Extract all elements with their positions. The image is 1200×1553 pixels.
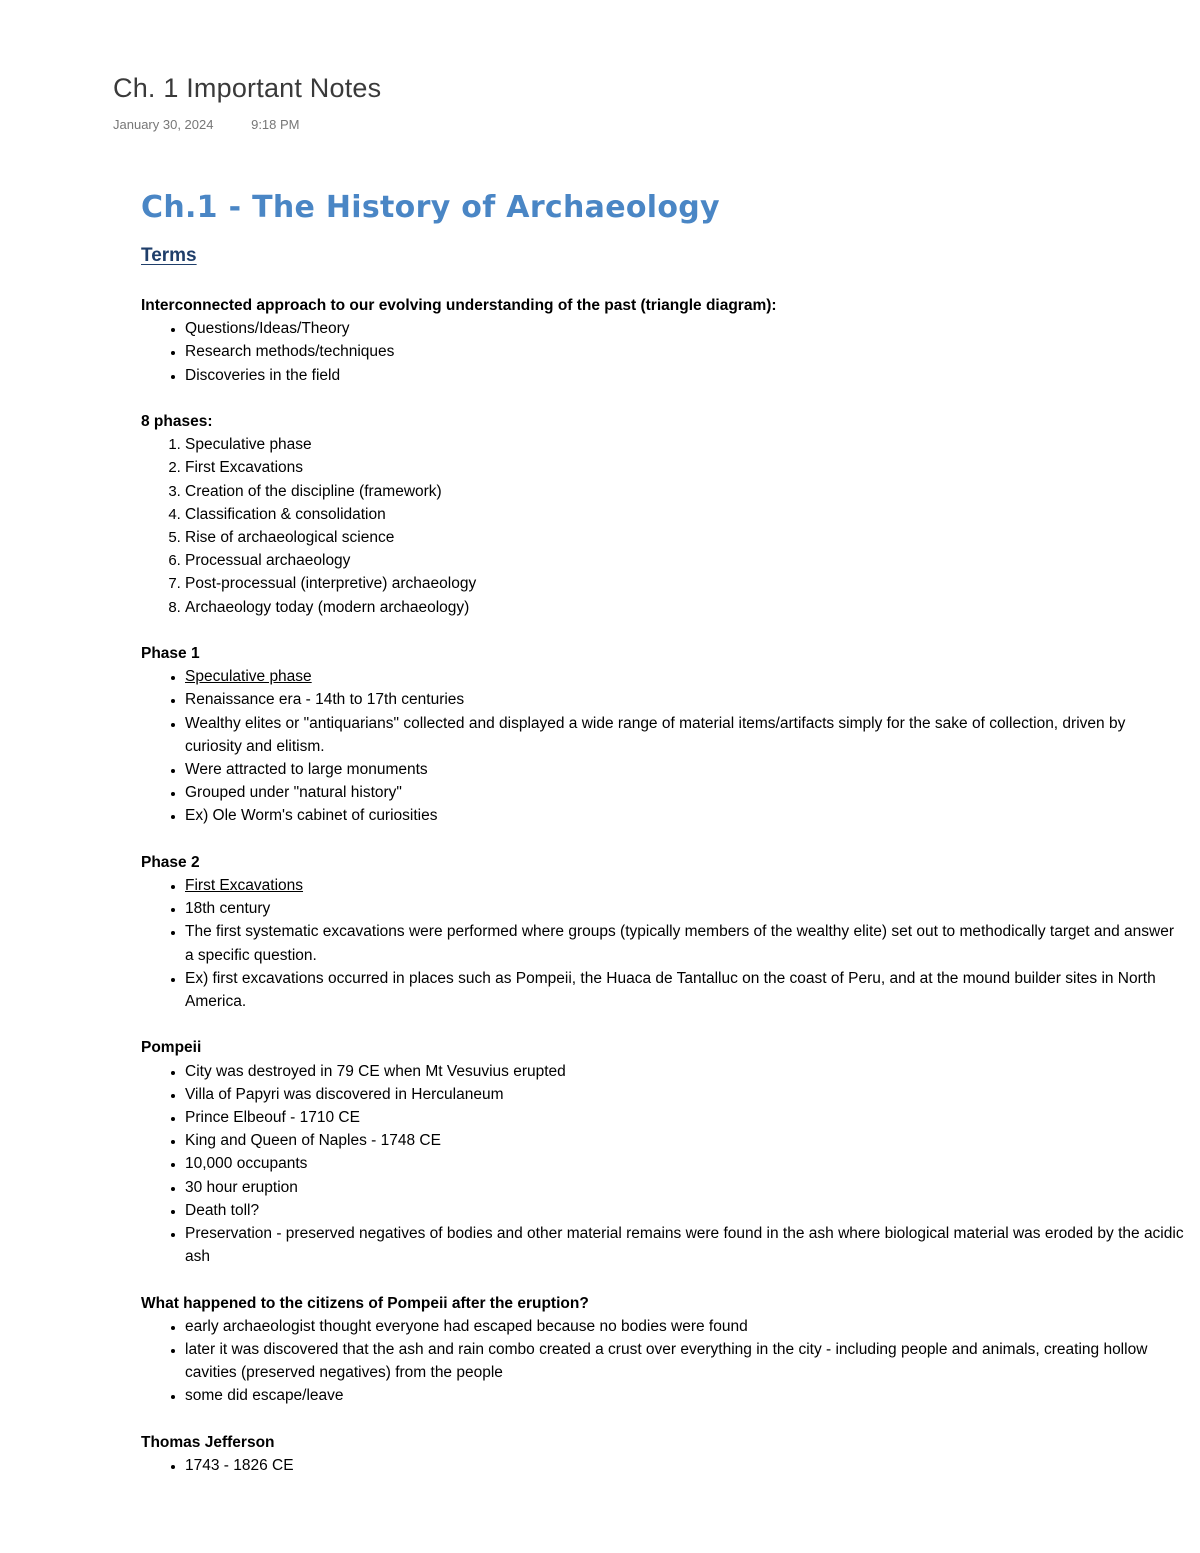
list-item: • Ex) Ole Worm's cabinet of curiosities: [185, 804, 1186, 827]
list-item: • Grouped under "natural history": [185, 781, 1186, 804]
list-item: • 10,000 occupants: [185, 1152, 1186, 1175]
note-time: 9:18 PM: [251, 117, 300, 132]
underlined-term: First Excavations: [185, 876, 304, 894]
note-date: January 30, 2024: [113, 117, 214, 132]
list-item: • Discoveries in the field: [185, 364, 1186, 387]
list-item: • early archaeologist thought everyone had escaped because no bodies were found: [185, 1315, 1186, 1338]
bullet-list: [141, 1454, 1186, 1477]
section-jefferson: [141, 1431, 1186, 1477]
list-item: 4. Classification & consolidation: [185, 503, 1186, 526]
section-approach: [141, 294, 1186, 387]
list-item: 6. Processual archaeology: [185, 549, 1186, 572]
section-title: Thomas Jefferson: [141, 1433, 275, 1451]
section-title: Phase 2: [141, 853, 200, 871]
list-item: • The first systematic excavations were performed where groups (typically members of the wealthy elite) set out to methodically target and answer a specific question.: [185, 920, 1186, 966]
list-item: • 18th century: [185, 897, 1186, 920]
bullet-list: [141, 874, 1186, 1013]
numbered-list: [141, 433, 1186, 619]
section-phase-2: [141, 851, 1186, 1013]
underlined-term: Speculative phase: [185, 668, 312, 686]
list-item: • Preservation - preserved negatives of bodies and other material remains were found in the ash where biological material was eroded by the acidic ash: [185, 1222, 1186, 1268]
bullet-list: [141, 1060, 1186, 1269]
section-title: Pompeii: [141, 1039, 202, 1057]
bullet-list: [141, 1315, 1186, 1408]
list-item: 1. Speculative phase: [185, 433, 1186, 456]
section-pompeii: [141, 1036, 1186, 1268]
list-item: [185, 665, 1186, 688]
list-item: 8. Archaeology today (modern archaeology): [185, 596, 1186, 619]
list-item: • Research methods/techniques: [185, 340, 1186, 363]
note-meta: [113, 117, 300, 132]
list-item: • King and Queen of Naples - 1748 CE: [185, 1129, 1186, 1152]
list-item: • Villa of Papyri was discovered in Herculaneum: [185, 1083, 1186, 1106]
section-title: What happened to the citizens of Pompeii after the eruption?: [141, 1294, 589, 1312]
document-heading: Ch.1 - The History of Archaeology: [141, 190, 720, 225]
list-item: • some did escape/leave: [185, 1384, 1186, 1407]
section-title: 8 phases:: [141, 412, 213, 430]
list-item: [185, 874, 1186, 897]
terms-heading: Terms: [141, 245, 197, 266]
list-item: 3. Creation of the discipline (framework): [185, 480, 1186, 503]
section-title: Interconnected approach to our evolving understanding of the past (triangle diagram):: [141, 297, 777, 314]
list-item: • later it was discovered that the ash and rain combo created a crust over everything in the city - including people and animals, creating hollow cavities (preserved negatives) from the people: [185, 1338, 1186, 1384]
section-citizens: [141, 1292, 1186, 1408]
list-item: • Wealthy elites or "antiquarians" collected and displayed a wide range of material items/artifacts simply for the sake of collection, driven by curiosity and elitism.: [185, 712, 1186, 758]
list-item: 2. First Excavations: [185, 456, 1186, 479]
list-item: 7. Post-processual (interpretive) archaeology: [185, 572, 1186, 595]
list-item: • City was destroyed in 79 CE when Mt Vesuvius erupted: [185, 1060, 1186, 1083]
section-title: Phase 1: [141, 644, 200, 662]
list-item: • Were attracted to large monuments: [185, 758, 1186, 781]
bullet-list: [141, 665, 1186, 827]
list-item: • Ex) first excavations occurred in places such as Pompeii, the Huaca de Tantalluc on the coast of Peru, and at the mound builder sites in North America.: [185, 967, 1186, 1013]
list-item: • Questions/Ideas/Theory: [185, 317, 1186, 340]
list-item: • Death toll?: [185, 1199, 1186, 1222]
list-item: • 1743 - 1826 CE: [185, 1454, 1186, 1477]
list-item: • Renaissance era - 14th to 17th centuries: [185, 688, 1186, 711]
note-body: [141, 188, 1186, 1477]
section-phase-1: [141, 642, 1186, 828]
bullet-list: [141, 317, 1186, 387]
note-title: Ch. 1 Important Notes: [113, 73, 382, 103]
list-item: • Prince Elbeouf - 1710 CE: [185, 1106, 1186, 1129]
list-item: • 30 hour eruption: [185, 1176, 1186, 1199]
list-item: 5. Rise of archaeological science: [185, 526, 1186, 549]
section-phases: [141, 410, 1186, 619]
